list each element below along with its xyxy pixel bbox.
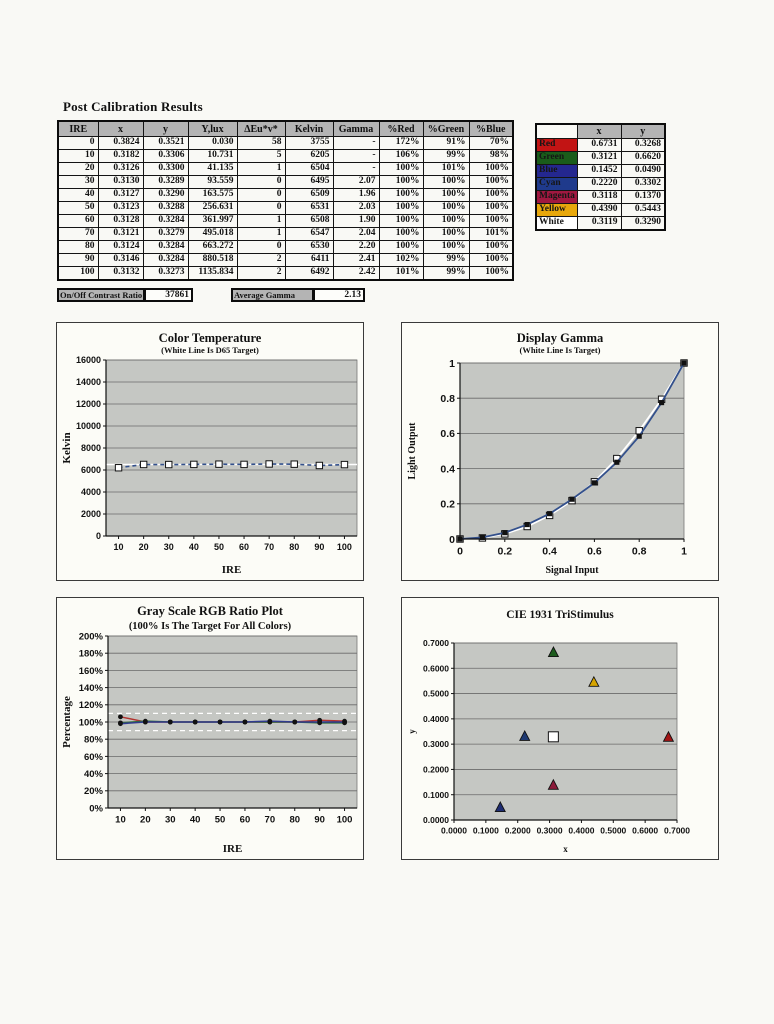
table-cell: 0.3284 bbox=[143, 241, 188, 254]
table-cell: 101% bbox=[469, 228, 513, 241]
table-cell: 0.3289 bbox=[143, 176, 188, 189]
contrast-ratio-summary bbox=[57, 288, 193, 302]
table-cell: 70% bbox=[469, 137, 513, 150]
table-cell: 1 bbox=[237, 228, 285, 241]
table-cell: 2.20 bbox=[333, 241, 379, 254]
svg-text:0.2: 0.2 bbox=[497, 545, 513, 558]
color-row bbox=[536, 217, 665, 231]
svg-text:1: 1 bbox=[449, 357, 455, 370]
svg-text:200%: 200% bbox=[78, 631, 103, 643]
svg-text:10000: 10000 bbox=[75, 421, 101, 432]
svg-text:80: 80 bbox=[289, 542, 300, 552]
table-cell: 1.96 bbox=[333, 189, 379, 202]
svg-text:Signal Input: Signal Input bbox=[545, 565, 599, 576]
svg-text:0: 0 bbox=[457, 545, 463, 558]
color-row bbox=[536, 191, 665, 204]
table-cell: 100% bbox=[379, 228, 423, 241]
table-cell: 101% bbox=[379, 267, 423, 281]
svg-text:0.4000: 0.4000 bbox=[423, 713, 449, 724]
svg-text:60: 60 bbox=[239, 542, 250, 552]
table-cell: 100% bbox=[469, 163, 513, 176]
color-header-row bbox=[536, 124, 665, 139]
svg-text:0: 0 bbox=[95, 531, 101, 542]
table-cell: 10.731 bbox=[188, 150, 237, 163]
table-cell: 40 bbox=[58, 189, 98, 202]
table-cell: 0 bbox=[237, 189, 285, 202]
calibration-table-body bbox=[58, 137, 513, 281]
table-cell: 100% bbox=[469, 254, 513, 267]
table-cell: 0.6620 bbox=[621, 152, 665, 165]
table-cell: 100% bbox=[423, 228, 469, 241]
column-header: y bbox=[621, 124, 665, 139]
svg-text:160%: 160% bbox=[78, 665, 103, 677]
color-swatch-cell: Cyan bbox=[536, 178, 577, 191]
table-cell: 100% bbox=[469, 241, 513, 254]
table-cell: 0 bbox=[237, 202, 285, 215]
table-cell: 100% bbox=[379, 189, 423, 202]
color-swatch-cell: Blue bbox=[536, 165, 577, 178]
grayscale-rgb-ratio-plot bbox=[57, 598, 363, 859]
average-gamma-value: 2.13 bbox=[314, 288, 365, 302]
svg-text:0%: 0% bbox=[89, 803, 103, 815]
svg-text:40%: 40% bbox=[83, 769, 103, 781]
svg-text:40: 40 bbox=[189, 814, 201, 826]
svg-text:16000: 16000 bbox=[75, 355, 101, 366]
calibration-header-row bbox=[58, 121, 513, 137]
svg-text:0: 0 bbox=[449, 533, 455, 546]
svg-text:100: 100 bbox=[336, 814, 353, 826]
table-cell: 0.3146 bbox=[98, 254, 143, 267]
table-cell: 100% bbox=[469, 215, 513, 228]
table-cell: 100% bbox=[469, 267, 513, 281]
table-cell: 172% bbox=[379, 137, 423, 150]
table-cell: 100% bbox=[469, 202, 513, 215]
svg-text:0.5000: 0.5000 bbox=[600, 825, 627, 836]
table-cell: 361.997 bbox=[188, 215, 237, 228]
page-title: Post Calibration Results bbox=[63, 99, 203, 114]
table-row bbox=[58, 215, 513, 228]
color-table-body bbox=[536, 139, 665, 231]
svg-text:0.2: 0.2 bbox=[440, 498, 455, 511]
table-cell: 663.272 bbox=[188, 241, 237, 254]
table-cell: 100% bbox=[469, 176, 513, 189]
table-cell: 0.3290 bbox=[621, 217, 665, 231]
svg-text:4000: 4000 bbox=[80, 487, 101, 498]
table-row bbox=[58, 267, 513, 281]
table-cell: 0 bbox=[58, 137, 98, 150]
svg-text:8000: 8000 bbox=[80, 443, 101, 454]
table-row bbox=[58, 150, 513, 163]
cie-1931-tristimulus-chart bbox=[401, 597, 719, 860]
color-swatch-cell: Green bbox=[536, 152, 577, 165]
svg-text:60: 60 bbox=[239, 814, 251, 826]
table-cell: 0.3130 bbox=[98, 176, 143, 189]
table-cell: 90 bbox=[58, 254, 98, 267]
color-swatch-cell: Magenta bbox=[536, 191, 577, 204]
table-cell: 98% bbox=[469, 150, 513, 163]
contrast-ratio-value: 37861 bbox=[145, 288, 193, 302]
svg-text:0.0000: 0.0000 bbox=[441, 825, 467, 836]
table-cell: 93.559 bbox=[188, 176, 237, 189]
table-cell: 100% bbox=[423, 241, 469, 254]
svg-text:Percentage: Percentage bbox=[61, 696, 73, 748]
svg-text:120%: 120% bbox=[78, 700, 103, 712]
table-cell: 80 bbox=[58, 241, 98, 254]
color-row bbox=[536, 204, 665, 217]
svg-text:x: x bbox=[563, 844, 568, 854]
table-cell: 0.1370 bbox=[621, 191, 665, 204]
table-cell: 0.3290 bbox=[143, 189, 188, 202]
table-cell: 1 bbox=[237, 215, 285, 228]
table-cell: 102% bbox=[379, 254, 423, 267]
table-cell: 6504 bbox=[285, 163, 333, 176]
chart-title: Gray Scale RGB Ratio Plot bbox=[137, 604, 283, 618]
table-cell: 99% bbox=[423, 254, 469, 267]
average-gamma-label: Average Gamma bbox=[231, 288, 314, 302]
svg-text:y: y bbox=[407, 729, 417, 734]
svg-text:30: 30 bbox=[163, 542, 174, 552]
svg-text:12000: 12000 bbox=[75, 399, 101, 410]
svg-text:0.2000: 0.2000 bbox=[504, 825, 531, 836]
table-cell: 1 bbox=[237, 163, 285, 176]
table-cell: 6508 bbox=[285, 215, 333, 228]
svg-text:IRE: IRE bbox=[221, 564, 242, 576]
svg-text:20: 20 bbox=[140, 814, 151, 826]
chart-subtitle: (White Line Is Target) bbox=[519, 345, 601, 355]
contrast-ratio-label: On/Off Contrast Ratio bbox=[57, 288, 145, 302]
table-cell: 0.3118 bbox=[577, 191, 621, 204]
calibration-results-table bbox=[57, 120, 514, 281]
column-header: %Blue bbox=[469, 121, 513, 137]
chart-title: Display Gamma bbox=[516, 331, 604, 345]
column-header: y bbox=[143, 121, 188, 137]
svg-text:90: 90 bbox=[314, 814, 325, 826]
svg-text:80: 80 bbox=[289, 814, 301, 826]
column-header: ΔEu*v* bbox=[237, 121, 285, 137]
column-header: Kelvin bbox=[285, 121, 333, 137]
table-cell: 0.3521 bbox=[143, 137, 188, 150]
table-cell: 20 bbox=[58, 163, 98, 176]
svg-text:0.0000: 0.0000 bbox=[423, 815, 449, 826]
table-cell: 6495 bbox=[285, 176, 333, 189]
chart-subtitle: (100% Is The Target For All Colors) bbox=[128, 621, 292, 632]
table-row bbox=[58, 189, 513, 202]
table-cell: 106% bbox=[379, 150, 423, 163]
table-cell: - bbox=[333, 163, 379, 176]
table-cell: 0.3284 bbox=[143, 254, 188, 267]
column-header: Y,lux bbox=[188, 121, 237, 137]
table-cell: 2 bbox=[237, 267, 285, 281]
column-header: %Red bbox=[379, 121, 423, 137]
table-cell: 0.3824 bbox=[98, 137, 143, 150]
color-row bbox=[536, 152, 665, 165]
table-cell: 41.135 bbox=[188, 163, 237, 176]
table-cell: 2 bbox=[237, 254, 285, 267]
svg-text:0.8: 0.8 bbox=[631, 545, 647, 558]
table-cell: 70 bbox=[58, 228, 98, 241]
column-header bbox=[536, 124, 577, 139]
svg-text:0.7000: 0.7000 bbox=[423, 638, 449, 649]
svg-text:0.3000: 0.3000 bbox=[423, 739, 449, 750]
table-cell: 99% bbox=[423, 150, 469, 163]
calibration-table-head bbox=[58, 121, 513, 137]
svg-text:0.1000: 0.1000 bbox=[472, 825, 499, 836]
table-cell: 0.4390 bbox=[577, 204, 621, 217]
table-cell: 1.90 bbox=[333, 215, 379, 228]
svg-text:70: 70 bbox=[264, 814, 276, 826]
table-cell: 495.018 bbox=[188, 228, 237, 241]
table-cell: 2.41 bbox=[333, 254, 379, 267]
table-cell: 0.6731 bbox=[577, 139, 621, 152]
table-cell: 0.1452 bbox=[577, 165, 621, 178]
table-cell: 2.42 bbox=[333, 267, 379, 281]
svg-text:0.3000: 0.3000 bbox=[536, 825, 563, 836]
column-header: x bbox=[577, 124, 621, 139]
table-cell: 6547 bbox=[285, 228, 333, 241]
table-row bbox=[58, 228, 513, 241]
svg-text:60%: 60% bbox=[83, 751, 103, 763]
table-cell: 0.3127 bbox=[98, 189, 143, 202]
svg-text:50: 50 bbox=[214, 814, 226, 826]
svg-text:0.6000: 0.6000 bbox=[632, 825, 659, 836]
svg-text:0.6: 0.6 bbox=[440, 428, 455, 441]
color-temperature-chart bbox=[56, 322, 364, 581]
table-cell: 100 bbox=[58, 267, 98, 281]
table-row bbox=[58, 241, 513, 254]
table-cell: 0.3123 bbox=[98, 202, 143, 215]
color-table-head bbox=[536, 124, 665, 139]
table-cell: 100% bbox=[423, 202, 469, 215]
chart-title: Color Temperature bbox=[158, 331, 262, 345]
table-cell: 6205 bbox=[285, 150, 333, 163]
svg-text:90: 90 bbox=[314, 542, 325, 552]
table-cell: 0.3124 bbox=[98, 241, 143, 254]
table-cell: 0.3302 bbox=[621, 178, 665, 191]
svg-text:20%: 20% bbox=[83, 786, 103, 798]
svg-text:10: 10 bbox=[115, 814, 126, 826]
table-cell: 6492 bbox=[285, 267, 333, 281]
table-cell: 100% bbox=[423, 215, 469, 228]
table-cell: 50 bbox=[58, 202, 98, 215]
table-cell: 100% bbox=[379, 215, 423, 228]
table-row bbox=[58, 163, 513, 176]
table-cell: 30 bbox=[58, 176, 98, 189]
table-cell: 0.5443 bbox=[621, 204, 665, 217]
column-header: %Green bbox=[423, 121, 469, 137]
table-cell: 2.07 bbox=[333, 176, 379, 189]
table-cell: 100% bbox=[379, 163, 423, 176]
table-cell: 0 bbox=[237, 176, 285, 189]
svg-text:70: 70 bbox=[264, 542, 275, 552]
svg-text:6000: 6000 bbox=[80, 465, 101, 476]
column-header: x bbox=[98, 121, 143, 137]
table-cell: 0.3284 bbox=[143, 215, 188, 228]
svg-text:Kelvin: Kelvin bbox=[61, 432, 73, 464]
color-temperature-plot bbox=[57, 323, 363, 580]
svg-text:180%: 180% bbox=[78, 648, 103, 660]
table-cell: 58 bbox=[237, 137, 285, 150]
table-cell: 0.3306 bbox=[143, 150, 188, 163]
svg-text:0.4: 0.4 bbox=[542, 545, 557, 558]
column-header: IRE bbox=[58, 121, 98, 137]
table-cell: 0.3119 bbox=[577, 217, 621, 231]
svg-text:0.6000: 0.6000 bbox=[423, 663, 449, 674]
table-cell: 101% bbox=[423, 163, 469, 176]
table-cell: 2.03 bbox=[333, 202, 379, 215]
color-row bbox=[536, 139, 665, 152]
color-gamut-table bbox=[535, 123, 666, 231]
svg-text:140%: 140% bbox=[78, 683, 103, 695]
svg-text:0.5000: 0.5000 bbox=[423, 688, 449, 699]
color-swatch-cell: Yellow bbox=[536, 204, 577, 217]
table-cell: 91% bbox=[423, 137, 469, 150]
table-row bbox=[58, 254, 513, 267]
table-cell: 0 bbox=[237, 241, 285, 254]
grayscale-rgb-ratio-chart bbox=[56, 597, 364, 860]
svg-text:0.7000: 0.7000 bbox=[664, 825, 690, 836]
chart-subtitle: (White Line Is D65 Target) bbox=[161, 345, 259, 355]
table-cell: 100% bbox=[379, 202, 423, 215]
svg-text:2000: 2000 bbox=[80, 509, 101, 520]
color-row bbox=[536, 178, 665, 191]
table-cell: 6411 bbox=[285, 254, 333, 267]
table-cell: - bbox=[333, 150, 379, 163]
svg-text:20: 20 bbox=[138, 542, 149, 552]
table-cell: 0.3182 bbox=[98, 150, 143, 163]
svg-text:0.4: 0.4 bbox=[440, 463, 455, 476]
table-cell: 10 bbox=[58, 150, 98, 163]
cie-1931-tristimulus-plot bbox=[402, 598, 718, 859]
table-cell: 100% bbox=[469, 189, 513, 202]
table-cell: 0.3121 bbox=[98, 228, 143, 241]
table-cell: 100% bbox=[379, 176, 423, 189]
svg-text:50: 50 bbox=[213, 542, 224, 552]
svg-text:40: 40 bbox=[188, 542, 199, 552]
svg-text:80%: 80% bbox=[83, 734, 103, 746]
svg-text:0.8: 0.8 bbox=[440, 392, 455, 405]
table-cell: 0.3273 bbox=[143, 267, 188, 281]
table-cell: 256.631 bbox=[188, 202, 237, 215]
svg-text:10: 10 bbox=[113, 542, 124, 552]
table-cell: 100% bbox=[423, 189, 469, 202]
table-cell: 880.518 bbox=[188, 254, 237, 267]
table-cell: 0.3128 bbox=[98, 215, 143, 228]
svg-text:IRE: IRE bbox=[222, 843, 243, 855]
table-cell: 0.3126 bbox=[98, 163, 143, 176]
table-cell: 100% bbox=[379, 241, 423, 254]
table-cell: 0.2220 bbox=[577, 178, 621, 191]
table-row bbox=[58, 176, 513, 189]
table-cell: - bbox=[333, 137, 379, 150]
table-row bbox=[58, 137, 513, 150]
chart-title: CIE 1931 TriStimulus bbox=[506, 609, 614, 621]
svg-text:1: 1 bbox=[681, 545, 687, 558]
column-header: Gamma bbox=[333, 121, 379, 137]
table-cell: 0.3300 bbox=[143, 163, 188, 176]
table-cell: 99% bbox=[423, 267, 469, 281]
table-cell: 100% bbox=[423, 176, 469, 189]
svg-text:0.1000: 0.1000 bbox=[423, 789, 449, 800]
table-cell: 1135.834 bbox=[188, 267, 237, 281]
table-cell: 6509 bbox=[285, 189, 333, 202]
table-cell: 0.3279 bbox=[143, 228, 188, 241]
table-cell: 0.030 bbox=[188, 137, 237, 150]
svg-text:30: 30 bbox=[164, 814, 176, 826]
average-gamma-summary bbox=[231, 288, 365, 302]
table-cell: 3755 bbox=[285, 137, 333, 150]
svg-text:100%: 100% bbox=[78, 717, 103, 729]
display-gamma-chart bbox=[401, 322, 719, 581]
color-swatch-cell: White bbox=[536, 217, 577, 231]
svg-text:Light Output: Light Output bbox=[407, 422, 418, 480]
svg-text:14000: 14000 bbox=[75, 377, 101, 388]
table-cell: 2.04 bbox=[333, 228, 379, 241]
display-gamma-plot bbox=[402, 323, 718, 580]
table-cell: 6530 bbox=[285, 241, 333, 254]
table-row bbox=[58, 202, 513, 215]
svg-text:0.2000: 0.2000 bbox=[423, 764, 449, 775]
table-cell: 5 bbox=[237, 150, 285, 163]
table-cell: 0.3288 bbox=[143, 202, 188, 215]
table-cell: 60 bbox=[58, 215, 98, 228]
table-cell: 163.575 bbox=[188, 189, 237, 202]
table-cell: 0.3121 bbox=[577, 152, 621, 165]
svg-text:0.4000: 0.4000 bbox=[568, 825, 595, 836]
svg-text:100: 100 bbox=[336, 542, 352, 552]
table-cell: 0.3268 bbox=[621, 139, 665, 152]
table-cell: 0.3132 bbox=[98, 267, 143, 281]
svg-text:0.6: 0.6 bbox=[587, 545, 602, 558]
color-row bbox=[536, 165, 665, 178]
table-cell: 6531 bbox=[285, 202, 333, 215]
table-cell: 0.0490 bbox=[621, 165, 665, 178]
color-swatch-cell: Red bbox=[536, 139, 577, 152]
